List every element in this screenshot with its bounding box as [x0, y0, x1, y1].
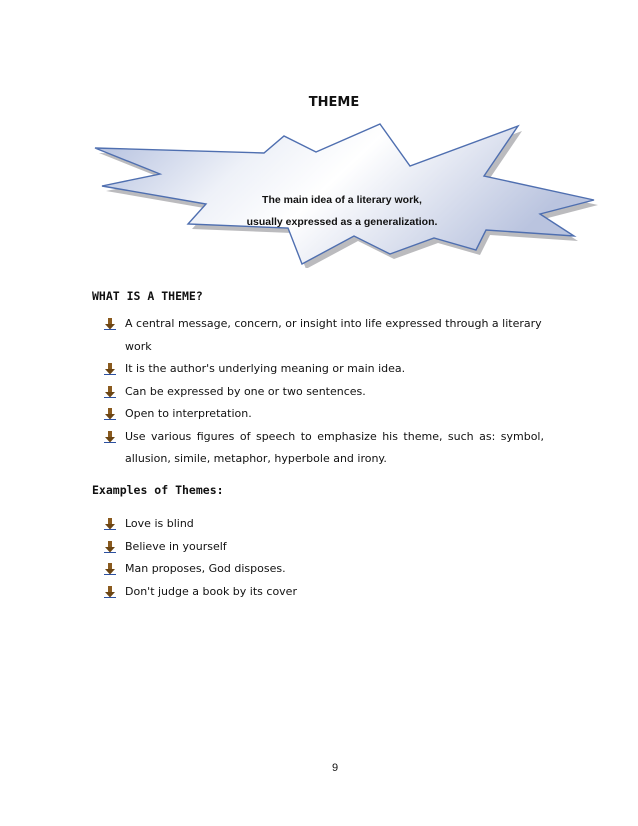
list-item-text: Open to interpretation.: [125, 407, 252, 420]
arrow-down-icon: [104, 408, 116, 420]
list-item-text: Believe in yourself: [125, 539, 227, 553]
list-item-text: Use various figures of speech to emphasize his theme, such as: symbol, allusion, simile, metaphor, hyperbole and irony.: [125, 429, 544, 465]
page-number: 9: [331, 762, 339, 774]
list-item-text: A central message, concern, or insight into life expressed through a literary work: [125, 317, 542, 353]
arrow-down-icon: [104, 586, 116, 598]
theme-examples-list: [104, 513, 544, 603]
page-title: THEME: [308, 95, 360, 110]
arrow-down-icon: [104, 386, 116, 398]
list-item: [104, 536, 544, 559]
list-item-text: It is the author's underlying meaning or main idea.: [125, 362, 406, 375]
list-item-text: Man proposes, God disposes.: [125, 562, 286, 575]
arrow-down-icon: [104, 541, 116, 553]
list-item: [104, 426, 544, 471]
arrow-down-icon: [104, 318, 116, 330]
list-item-text: Can be expressed by one or two sentences.: [125, 384, 366, 398]
callout-text: [200, 189, 484, 233]
arrow-down-icon: [104, 431, 116, 443]
arrow-down-icon: [104, 518, 116, 530]
list-item: [104, 313, 544, 358]
list-item: [104, 581, 544, 604]
arrow-down-icon: [104, 363, 116, 375]
list-item: [104, 513, 544, 536]
list-item: [104, 381, 544, 404]
theme-definition-list: [104, 313, 544, 471]
list-item: [104, 358, 544, 381]
callout-line-2: usually expressed as a generalization.: [246, 216, 438, 228]
arrow-down-icon: [104, 563, 116, 575]
section-heading-examples: Examples of Themes:: [92, 483, 224, 497]
list-item: [104, 558, 544, 581]
list-item: [104, 403, 544, 426]
list-item-text: Don't judge a book by its cover: [125, 584, 297, 598]
list-item-text: Love is blind: [125, 517, 194, 530]
callout-line-1: The main idea of a literary work,: [262, 194, 422, 206]
section-heading-what-is-theme: WHAT IS A THEME?: [92, 289, 203, 303]
